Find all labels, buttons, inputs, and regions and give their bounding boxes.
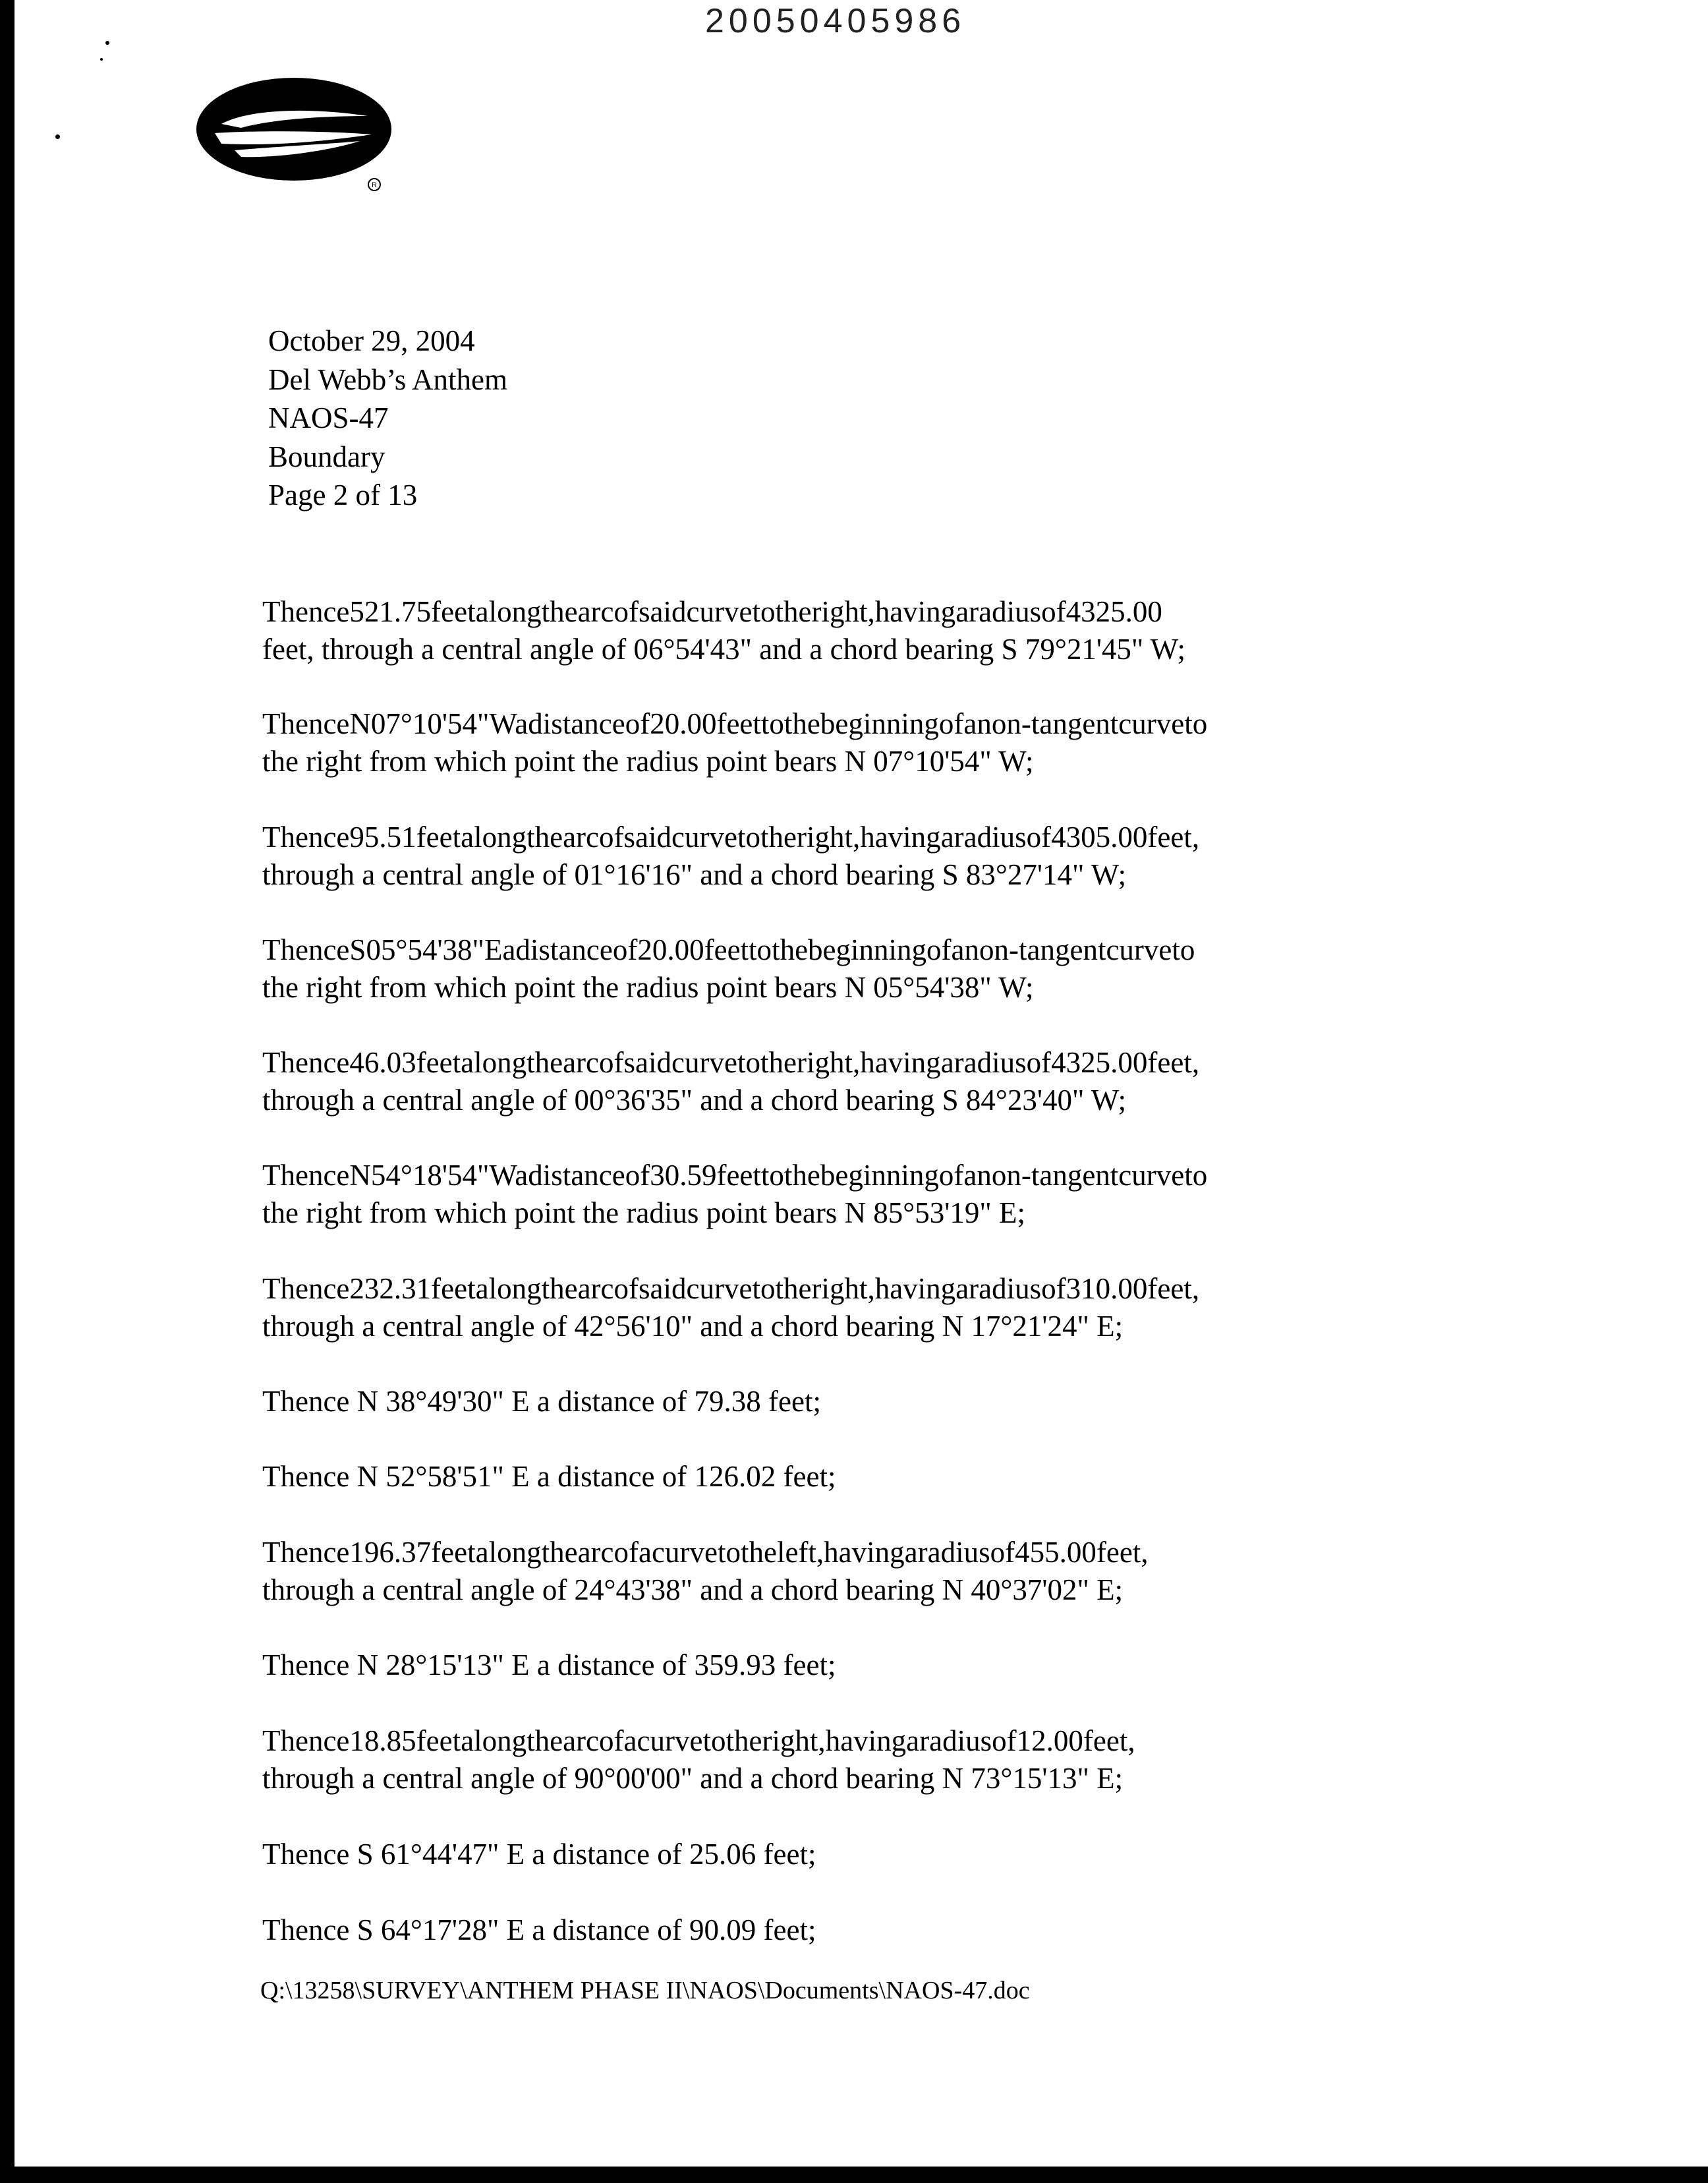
header-project: Del Webb’s Anthem xyxy=(268,363,508,396)
word: having xyxy=(860,821,941,854)
scan-speck xyxy=(55,134,60,139)
word: of xyxy=(625,1159,650,1192)
paragraph-line xyxy=(262,1722,1448,1760)
word: of xyxy=(625,707,650,740)
company-logo-icon xyxy=(195,78,399,196)
word: the xyxy=(740,1536,777,1569)
word: feet, xyxy=(1096,1536,1149,1569)
legal-description-paragraph xyxy=(262,1836,1448,1873)
word: 18.85 xyxy=(349,1724,416,1757)
word: the xyxy=(775,1272,812,1305)
word: beginning xyxy=(820,707,939,740)
word: 20.00 xyxy=(637,933,704,966)
paragraph-line xyxy=(262,593,1448,631)
word: the xyxy=(783,1159,820,1192)
word: to xyxy=(737,1046,760,1079)
paragraph-line: Thence S 64°17'28" E a distance of 90.09 feet; xyxy=(262,1913,816,1946)
word: curve xyxy=(671,821,737,854)
scan-speck xyxy=(105,41,109,45)
word: distance xyxy=(528,707,625,740)
paragraph-line: the right from which point the radius point bears N 05°54'38" W; xyxy=(262,971,1034,1004)
word: of xyxy=(613,1272,639,1305)
word: a xyxy=(963,1159,977,1192)
word: Thence xyxy=(262,1046,350,1079)
word: a xyxy=(963,707,977,740)
word: W xyxy=(489,1159,515,1192)
paragraph-line: through a central angle of 42°56'10" and a chord bearing N 17°21'24" E; xyxy=(262,1310,1124,1343)
word: radius xyxy=(919,1724,992,1757)
word: a xyxy=(639,1536,652,1569)
svg-text:R: R xyxy=(372,181,377,189)
word: 521.75 xyxy=(349,595,432,628)
word: 30.59 xyxy=(650,1159,717,1192)
letter-header xyxy=(268,322,507,515)
scan-speck xyxy=(100,58,103,61)
paragraph-line xyxy=(262,931,1448,969)
word: distance xyxy=(515,933,613,966)
word: N xyxy=(349,1159,371,1192)
word: to xyxy=(1184,1159,1208,1192)
word: non-tangent xyxy=(977,1159,1119,1192)
word: beginning xyxy=(820,1159,939,1192)
word: a xyxy=(515,707,528,740)
paragraph-line: Thence N 28°15'13" E a distance of 359.93 feet; xyxy=(262,1648,836,1681)
word: curve xyxy=(686,595,753,628)
word: radius xyxy=(969,595,1042,628)
word: feet, xyxy=(1147,1046,1200,1079)
paragraph-line: through a central angle of 00°36'35" and a chord bearing S 84°23'40" W; xyxy=(262,1084,1127,1117)
word: W xyxy=(489,707,515,740)
paragraph-line xyxy=(262,705,1448,743)
word: to xyxy=(737,821,760,854)
word: of xyxy=(1041,595,1066,628)
word: the xyxy=(726,1724,762,1757)
word: of xyxy=(1041,1272,1066,1305)
word: the xyxy=(527,1046,563,1079)
word: of xyxy=(612,933,638,966)
word: a xyxy=(940,821,954,854)
word: to xyxy=(760,707,784,740)
word: 310.00 xyxy=(1066,1272,1148,1305)
word: curve xyxy=(1118,707,1185,740)
word: radius xyxy=(969,1272,1042,1305)
word: of xyxy=(599,821,624,854)
word: curve xyxy=(1106,933,1172,966)
word: to xyxy=(752,595,776,628)
word: to xyxy=(1172,933,1195,966)
word: of xyxy=(938,1159,964,1192)
word: to xyxy=(717,1536,741,1569)
word: E xyxy=(484,933,503,966)
word: the xyxy=(760,821,797,854)
word: Thence xyxy=(262,1724,350,1757)
word: Thence xyxy=(262,1536,350,1569)
paragraph-line xyxy=(262,819,1448,856)
word: 20.00 xyxy=(650,707,717,740)
word: of xyxy=(926,933,952,966)
word: a xyxy=(502,933,516,966)
word: curve xyxy=(652,1536,718,1569)
word: radius xyxy=(917,1536,990,1569)
paragraph-line: the right from which point the radius point bears N 85°53'19" E; xyxy=(262,1196,1026,1229)
word: said xyxy=(623,821,672,854)
word: arc xyxy=(577,1272,614,1305)
word: Thence xyxy=(262,1159,350,1192)
word: feet, xyxy=(1147,1272,1200,1305)
word: Thence xyxy=(262,595,350,628)
word: a xyxy=(940,1046,954,1079)
word: feet xyxy=(704,933,749,966)
word: to xyxy=(752,1272,776,1305)
word: feet xyxy=(716,707,761,740)
word: curve xyxy=(686,1272,753,1305)
word: having xyxy=(874,595,956,628)
word: a xyxy=(951,933,965,966)
word: feet, xyxy=(1083,1724,1135,1757)
word: 95.51 xyxy=(349,821,416,854)
word: 455.00 xyxy=(1015,1536,1096,1569)
word: to xyxy=(702,1724,726,1757)
word: the xyxy=(527,1724,563,1757)
word: feet xyxy=(416,1724,461,1757)
header-parcel: NAOS-47 xyxy=(268,401,389,434)
word: right, xyxy=(762,1724,826,1757)
word: a xyxy=(955,595,969,628)
legal-description-paragraph xyxy=(262,1722,1448,1797)
word: 196.37 xyxy=(349,1536,432,1569)
paragraph-line: Thence S 61°44'47" E a distance of 25.06 feet; xyxy=(262,1838,816,1871)
word: the xyxy=(783,707,820,740)
legal-description-paragraph xyxy=(262,1157,1448,1232)
word: along xyxy=(461,1046,527,1079)
word: of xyxy=(1026,821,1052,854)
word: of xyxy=(599,1046,624,1079)
word: Thence xyxy=(262,821,350,854)
word: a xyxy=(904,1536,918,1569)
word: of xyxy=(613,1536,639,1569)
word: right, xyxy=(811,595,875,628)
word: 4325.00 xyxy=(1066,595,1162,628)
word: N xyxy=(349,707,371,740)
legal-description-paragraph xyxy=(262,1458,1448,1496)
word: non-tangent xyxy=(964,933,1106,966)
legal-description-paragraph xyxy=(262,593,1448,668)
paragraph-line: through a central angle of 90°00'00" and a chord bearing N 73°15'13" E; xyxy=(262,1762,1124,1795)
word: a xyxy=(906,1724,920,1757)
word: arc xyxy=(563,1046,600,1079)
word: arc xyxy=(563,1724,600,1757)
paragraph-line xyxy=(262,1534,1448,1571)
word: 07°10'54" xyxy=(370,707,490,740)
word: a xyxy=(955,1272,969,1305)
word: the xyxy=(772,933,809,966)
word: to xyxy=(749,933,772,966)
word: 4325.00 xyxy=(1051,1046,1148,1079)
file-path-footer: Q:\13258\SURVEY\ANTHEM PHASE II\NAOS\Documents\NAOS-47.doc xyxy=(260,1977,1030,2004)
paragraph-line: through a central angle of 01°16'16" and a chord bearing S 83°27'14" W; xyxy=(262,858,1127,891)
paragraph-line: through a central angle of 24°43'38" and a chord bearing N 40°37'02" E; xyxy=(262,1573,1124,1606)
header-page-number: Page 2 of 13 xyxy=(268,479,418,511)
word: arc xyxy=(563,821,600,854)
word: to xyxy=(760,1159,784,1192)
word: feet xyxy=(416,1046,461,1079)
word: along xyxy=(475,595,542,628)
word: a xyxy=(623,1724,637,1757)
scan-left-border xyxy=(0,0,14,2183)
word: the xyxy=(760,1046,797,1079)
word: said xyxy=(639,1272,687,1305)
word: a xyxy=(515,1159,528,1192)
scan-bottom-border xyxy=(0,2167,1708,2183)
document-id-stamp: 20050405986 xyxy=(705,2,966,40)
word: arc xyxy=(577,595,614,628)
legal-description-paragraph xyxy=(262,1044,1448,1119)
word: the xyxy=(541,1272,578,1305)
word: Thence xyxy=(262,707,350,740)
word: curve xyxy=(671,1046,737,1079)
word: distance xyxy=(528,1159,625,1192)
word: 232.31 xyxy=(349,1272,432,1305)
word: beginning xyxy=(808,933,927,966)
word: non-tangent xyxy=(977,707,1119,740)
word: left, xyxy=(776,1536,824,1569)
word: having xyxy=(824,1536,905,1569)
paragraph-line xyxy=(262,1044,1448,1082)
word: 46.03 xyxy=(349,1046,416,1079)
word: feet xyxy=(416,821,461,854)
word: of xyxy=(938,707,964,740)
legal-description-paragraph xyxy=(262,1911,1448,1949)
word: the xyxy=(527,821,563,854)
word: the xyxy=(541,1536,578,1569)
word: of xyxy=(613,595,639,628)
word: the xyxy=(541,595,578,628)
word: along xyxy=(461,1724,527,1757)
header-date: October 29, 2004 xyxy=(268,324,475,357)
word: the xyxy=(775,595,812,628)
word: said xyxy=(623,1046,672,1079)
word: Thence xyxy=(262,933,350,966)
paragraph-line: feet, through a central angle of 06°54'43" and a chord bearing S 79°21'45" W; xyxy=(262,633,1186,666)
word: curve xyxy=(1118,1159,1185,1192)
word: radius xyxy=(954,821,1027,854)
word: 54°18'54" xyxy=(370,1159,490,1192)
word: said xyxy=(639,595,687,628)
word: right, xyxy=(796,821,861,854)
legal-description-paragraph xyxy=(262,1270,1448,1345)
word: along xyxy=(475,1536,542,1569)
word: along xyxy=(461,821,527,854)
legal-description-paragraph xyxy=(262,1534,1448,1609)
word: Thence xyxy=(262,1272,350,1305)
word: S xyxy=(349,933,366,966)
legal-description-paragraph xyxy=(262,1646,1448,1684)
word: of xyxy=(990,1536,1015,1569)
word: having xyxy=(874,1272,956,1305)
word: having xyxy=(860,1046,941,1079)
word: feet, xyxy=(1147,821,1200,854)
paragraph-line xyxy=(262,1270,1448,1308)
paragraph-line: the right from which point the radius point bears N 07°10'54" W; xyxy=(262,745,1034,778)
word: radius xyxy=(954,1046,1027,1079)
legal-description-paragraph xyxy=(262,705,1448,780)
paragraph-line: Thence N 38°49'30" E a distance of 79.38 feet; xyxy=(262,1385,821,1418)
word: to xyxy=(1184,707,1208,740)
word: having xyxy=(825,1724,907,1757)
word: curve xyxy=(637,1724,703,1757)
word: of xyxy=(599,1724,624,1757)
word: 12.00 xyxy=(1016,1724,1083,1757)
word: feet xyxy=(716,1159,761,1192)
legal-description-paragraph xyxy=(262,931,1448,1006)
word: 4305.00 xyxy=(1051,821,1148,854)
word: feet xyxy=(431,1272,476,1305)
paragraph-line: Thence N 52°58'51" E a distance of 126.02 feet; xyxy=(262,1460,836,1493)
word: 05°54'38" xyxy=(366,933,484,966)
word: of xyxy=(992,1724,1017,1757)
header-section: Boundary xyxy=(268,440,385,473)
legal-description-paragraph xyxy=(262,819,1448,894)
word: right, xyxy=(796,1046,861,1079)
word: of xyxy=(1026,1046,1052,1079)
legal-description-paragraph xyxy=(262,1383,1448,1420)
word: arc xyxy=(577,1536,614,1569)
word: along xyxy=(475,1272,542,1305)
word: right, xyxy=(811,1272,875,1305)
word: feet xyxy=(431,595,476,628)
paragraph-line xyxy=(262,1157,1448,1194)
word: feet xyxy=(431,1536,476,1569)
